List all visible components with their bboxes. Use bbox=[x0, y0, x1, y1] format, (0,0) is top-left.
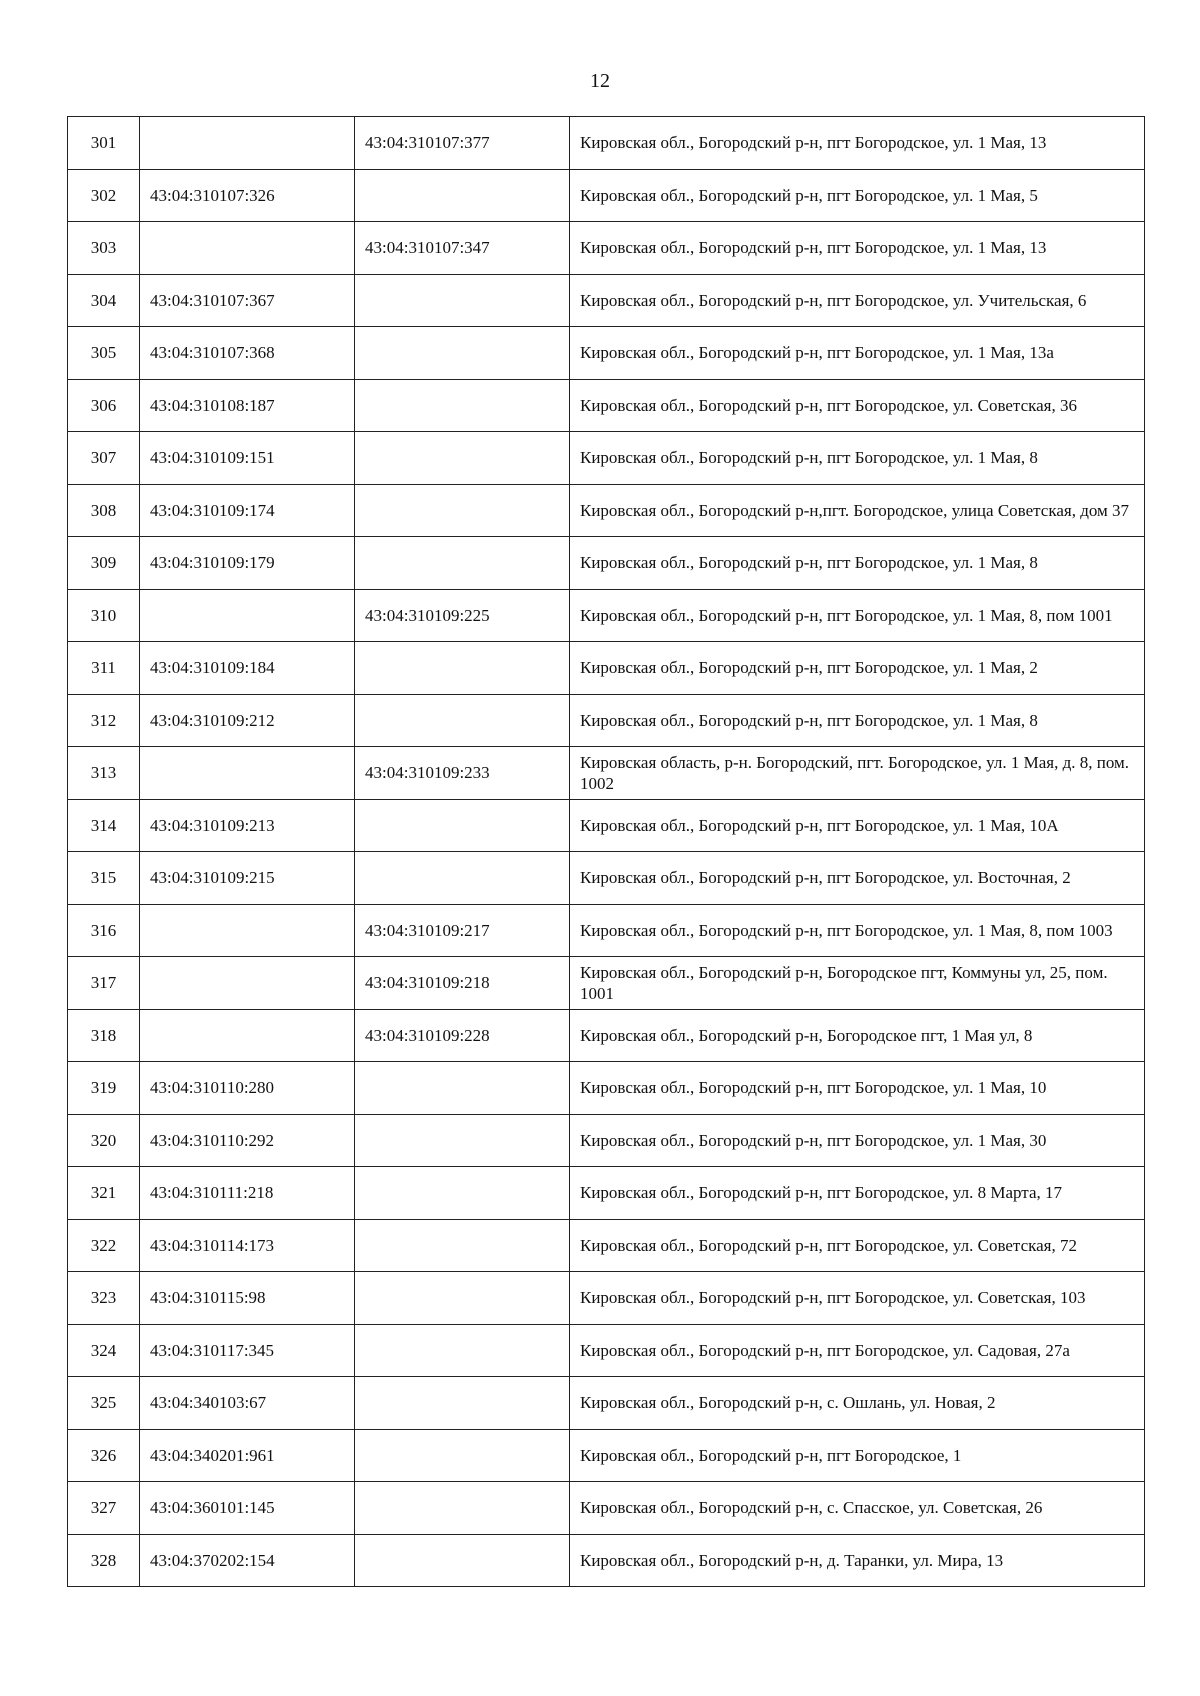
related-cadastral-number-cell bbox=[355, 537, 570, 590]
related-cadastral-number-cell bbox=[355, 484, 570, 537]
table-row bbox=[68, 799, 1145, 852]
row-number-cell: 320 bbox=[68, 1114, 140, 1167]
row-number-cell: 311 bbox=[68, 642, 140, 695]
table-row bbox=[68, 747, 1145, 800]
address-cell: Кировская обл., Богородский р-н, пгт Богородское, ул. Восточная, 2 bbox=[570, 852, 1145, 905]
related-cadastral-number-cell bbox=[355, 1167, 570, 1220]
row-number-cell: 319 bbox=[68, 1062, 140, 1115]
address-cell: Кировская обл., Богородский р-н, пгт Богородское, ул. Советская, 103 bbox=[570, 1272, 1145, 1325]
row-number-cell: 322 bbox=[68, 1219, 140, 1272]
address-cell: Кировская обл., Богородский р-н, пгт Богородское, ул. 1 Мая, 13а bbox=[570, 327, 1145, 380]
cadastral-number-cell: 43:04:310110:292 bbox=[140, 1114, 355, 1167]
cadastral-number-cell: 43:04:310117:345 bbox=[140, 1324, 355, 1377]
address-cell: Кировская обл., Богородский р-н, д. Таранки, ул. Мира, 13 bbox=[570, 1534, 1145, 1587]
table-row bbox=[68, 1534, 1145, 1587]
address-cell: Кировская область, р-н. Богородский, пгт. Богородское, ул. 1 Мая, д. 8, пом. 1002 bbox=[570, 747, 1145, 800]
related-cadastral-number-cell bbox=[355, 1429, 570, 1482]
address-cell: Кировская обл., Богородский р-н, пгт Богородское, ул. 8 Марта, 17 bbox=[570, 1167, 1145, 1220]
related-cadastral-number-cell: 43:04:310109:217 bbox=[355, 904, 570, 957]
cadastral-number-cell: 43:04:310109:179 bbox=[140, 537, 355, 590]
related-cadastral-number-cell: 43:04:310107:377 bbox=[355, 117, 570, 170]
cadastral-number-cell: 43:04:310109:215 bbox=[140, 852, 355, 905]
address-cell: Кировская обл., Богородский р-н, пгт Богородское, 1 bbox=[570, 1429, 1145, 1482]
address-cell: Кировская обл., Богородский р-н, пгт Богородское, ул. Советская, 72 bbox=[570, 1219, 1145, 1272]
table-row bbox=[68, 852, 1145, 905]
row-number-cell: 306 bbox=[68, 379, 140, 432]
cadastral-number-cell: 43:04:310107:368 bbox=[140, 327, 355, 380]
table-row bbox=[68, 589, 1145, 642]
related-cadastral-number-cell bbox=[355, 1377, 570, 1430]
row-number-cell: 324 bbox=[68, 1324, 140, 1377]
cadastral-number-cell: 43:04:310109:184 bbox=[140, 642, 355, 695]
cadastral-number-cell: 43:04:310109:212 bbox=[140, 694, 355, 747]
cadastral-number-cell: 43:04:310109:151 bbox=[140, 432, 355, 485]
related-cadastral-number-cell bbox=[355, 1062, 570, 1115]
address-cell: Кировская обл., Богородский р-н, пгт Богородское, ул. 1 Мая, 8 bbox=[570, 694, 1145, 747]
row-number-cell: 327 bbox=[68, 1482, 140, 1535]
property-table bbox=[67, 116, 1145, 1587]
row-number-cell: 310 bbox=[68, 589, 140, 642]
table-row bbox=[68, 327, 1145, 380]
related-cadastral-number-cell: 43:04:310109:233 bbox=[355, 747, 570, 800]
related-cadastral-number-cell bbox=[355, 694, 570, 747]
table-row bbox=[68, 1324, 1145, 1377]
row-number-cell: 305 bbox=[68, 327, 140, 380]
row-number-cell: 303 bbox=[68, 222, 140, 275]
address-cell: Кировская обл., Богородский р-н, пгт Богородское, ул. 1 Мая, 8 bbox=[570, 432, 1145, 485]
related-cadastral-number-cell bbox=[355, 274, 570, 327]
row-number-cell: 321 bbox=[68, 1167, 140, 1220]
address-cell: Кировская обл., Богородский р-н, пгт Богородское, ул. 1 Мая, 5 bbox=[570, 169, 1145, 222]
table-row bbox=[68, 484, 1145, 537]
page-number: 12 bbox=[590, 70, 610, 92]
address-cell: Кировская обл., Богородский р-н, пгт Богородское, ул. 1 Мая, 10А bbox=[570, 799, 1145, 852]
address-cell: Кировская обл., Богородский р-н, пгт Богородское, ул. Советская, 36 bbox=[570, 379, 1145, 432]
table-row bbox=[68, 1062, 1145, 1115]
related-cadastral-number-cell: 43:04:310109:218 bbox=[355, 957, 570, 1010]
cadastral-number-cell: 43:04:310110:280 bbox=[140, 1062, 355, 1115]
row-number-cell: 317 bbox=[68, 957, 140, 1010]
row-number-cell: 315 bbox=[68, 852, 140, 905]
related-cadastral-number-cell bbox=[355, 1482, 570, 1535]
related-cadastral-number-cell bbox=[355, 1272, 570, 1325]
cadastral-number-cell bbox=[140, 1009, 355, 1062]
cadastral-number-cell: 43:04:310109:174 bbox=[140, 484, 355, 537]
related-cadastral-number-cell bbox=[355, 642, 570, 695]
address-cell: Кировская обл., Богородский р-н, с. Спасское, ул. Советская, 26 bbox=[570, 1482, 1145, 1535]
table-row bbox=[68, 1482, 1145, 1535]
cadastral-number-cell bbox=[140, 904, 355, 957]
table-row bbox=[68, 1429, 1145, 1482]
row-number-cell: 307 bbox=[68, 432, 140, 485]
cadastral-number-cell: 43:04:340201:961 bbox=[140, 1429, 355, 1482]
related-cadastral-number-cell: 43:04:310107:347 bbox=[355, 222, 570, 275]
row-number-cell: 323 bbox=[68, 1272, 140, 1325]
table-row bbox=[68, 1272, 1145, 1325]
address-cell: Кировская обл., Богородский р-н, пгт Богородское, ул. 1 Мая, 8 bbox=[570, 537, 1145, 590]
address-cell: Кировская обл., Богородский р-н, пгт Богородское, ул. 1 Мая, 13 bbox=[570, 222, 1145, 275]
cadastral-number-cell bbox=[140, 589, 355, 642]
row-number-cell: 318 bbox=[68, 1009, 140, 1062]
row-number-cell: 308 bbox=[68, 484, 140, 537]
address-cell: Кировская обл., Богородский р-н, пгт Богородское, ул. 1 Мая, 30 bbox=[570, 1114, 1145, 1167]
address-cell: Кировская обл., Богородский р-н, с. Ошлань, ул. Новая, 2 bbox=[570, 1377, 1145, 1430]
table-row bbox=[68, 904, 1145, 957]
related-cadastral-number-cell bbox=[355, 1219, 570, 1272]
cadastral-number-cell bbox=[140, 957, 355, 1010]
related-cadastral-number-cell bbox=[355, 852, 570, 905]
table-row bbox=[68, 537, 1145, 590]
table-row bbox=[68, 1167, 1145, 1220]
table-row bbox=[68, 957, 1145, 1010]
cadastral-number-cell bbox=[140, 222, 355, 275]
table-row bbox=[68, 1009, 1145, 1062]
related-cadastral-number-cell bbox=[355, 327, 570, 380]
cadastral-number-cell: 43:04:310107:367 bbox=[140, 274, 355, 327]
cadastral-number-cell: 43:04:310108:187 bbox=[140, 379, 355, 432]
row-number-cell: 301 bbox=[68, 117, 140, 170]
table-row bbox=[68, 274, 1145, 327]
row-number-cell: 328 bbox=[68, 1534, 140, 1587]
row-number-cell: 304 bbox=[68, 274, 140, 327]
related-cadastral-number-cell: 43:04:310109:225 bbox=[355, 589, 570, 642]
table-row bbox=[68, 642, 1145, 695]
related-cadastral-number-cell bbox=[355, 1114, 570, 1167]
address-cell: Кировская обл., Богородский р-н, пгт Богородское, ул. 1 Мая, 8, пом 1003 bbox=[570, 904, 1145, 957]
row-number-cell: 326 bbox=[68, 1429, 140, 1482]
address-cell: Кировская обл., Богородский р-н, пгт Богородское, ул. Учительская, 6 bbox=[570, 274, 1145, 327]
cadastral-number-cell: 43:04:340103:67 bbox=[140, 1377, 355, 1430]
address-cell: Кировская обл., Богородский р-н, Богородское пгт, Коммуны ул, 25, пом. 1001 bbox=[570, 957, 1145, 1010]
row-number-cell: 314 bbox=[68, 799, 140, 852]
table-row bbox=[68, 222, 1145, 275]
related-cadastral-number-cell bbox=[355, 1324, 570, 1377]
row-number-cell: 313 bbox=[68, 747, 140, 800]
related-cadastral-number-cell bbox=[355, 432, 570, 485]
table-row bbox=[68, 379, 1145, 432]
table-body bbox=[68, 117, 1145, 1587]
related-cadastral-number-cell: 43:04:310109:228 bbox=[355, 1009, 570, 1062]
address-cell: Кировская обл., Богородский р-н, пгт Богородское, ул. 1 Мая, 10 bbox=[570, 1062, 1145, 1115]
row-number-cell: 325 bbox=[68, 1377, 140, 1430]
related-cadastral-number-cell bbox=[355, 1534, 570, 1587]
cadastral-number-cell bbox=[140, 747, 355, 800]
table-row bbox=[68, 1219, 1145, 1272]
row-number-cell: 309 bbox=[68, 537, 140, 590]
address-cell: Кировская обл., Богородский р-н,пгт. Богородское, улица Советская, дом 37 bbox=[570, 484, 1145, 537]
cadastral-number-cell: 43:04:310115:98 bbox=[140, 1272, 355, 1325]
cadastral-number-cell: 43:04:360101:145 bbox=[140, 1482, 355, 1535]
address-cell: Кировская обл., Богородский р-н, пгт Богородское, ул. 1 Мая, 8, пом 1001 bbox=[570, 589, 1145, 642]
table-row bbox=[68, 1377, 1145, 1430]
table-row bbox=[68, 694, 1145, 747]
related-cadastral-number-cell bbox=[355, 799, 570, 852]
address-cell: Кировская обл., Богородский р-н, пгт Богородское, ул. 1 Мая, 2 bbox=[570, 642, 1145, 695]
table-row bbox=[68, 117, 1145, 170]
table-row bbox=[68, 432, 1145, 485]
row-number-cell: 316 bbox=[68, 904, 140, 957]
address-cell: Кировская обл., Богородский р-н, пгт Богородское, ул. 1 Мая, 13 bbox=[570, 117, 1145, 170]
cadastral-number-cell: 43:04:310107:326 bbox=[140, 169, 355, 222]
address-cell: Кировская обл., Богородский р-н, пгт Богородское, ул. Садовая, 27а bbox=[570, 1324, 1145, 1377]
related-cadastral-number-cell bbox=[355, 169, 570, 222]
cadastral-number-cell: 43:04:370202:154 bbox=[140, 1534, 355, 1587]
row-number-cell: 312 bbox=[68, 694, 140, 747]
table-row bbox=[68, 1114, 1145, 1167]
cadastral-number-cell: 43:04:310114:173 bbox=[140, 1219, 355, 1272]
address-cell: Кировская обл., Богородский р-н, Богородское пгт, 1 Мая ул, 8 bbox=[570, 1009, 1145, 1062]
table-row bbox=[68, 169, 1145, 222]
cadastral-number-cell bbox=[140, 117, 355, 170]
related-cadastral-number-cell bbox=[355, 379, 570, 432]
row-number-cell: 302 bbox=[68, 169, 140, 222]
cadastral-number-cell: 43:04:310111:218 bbox=[140, 1167, 355, 1220]
cadastral-number-cell: 43:04:310109:213 bbox=[140, 799, 355, 852]
